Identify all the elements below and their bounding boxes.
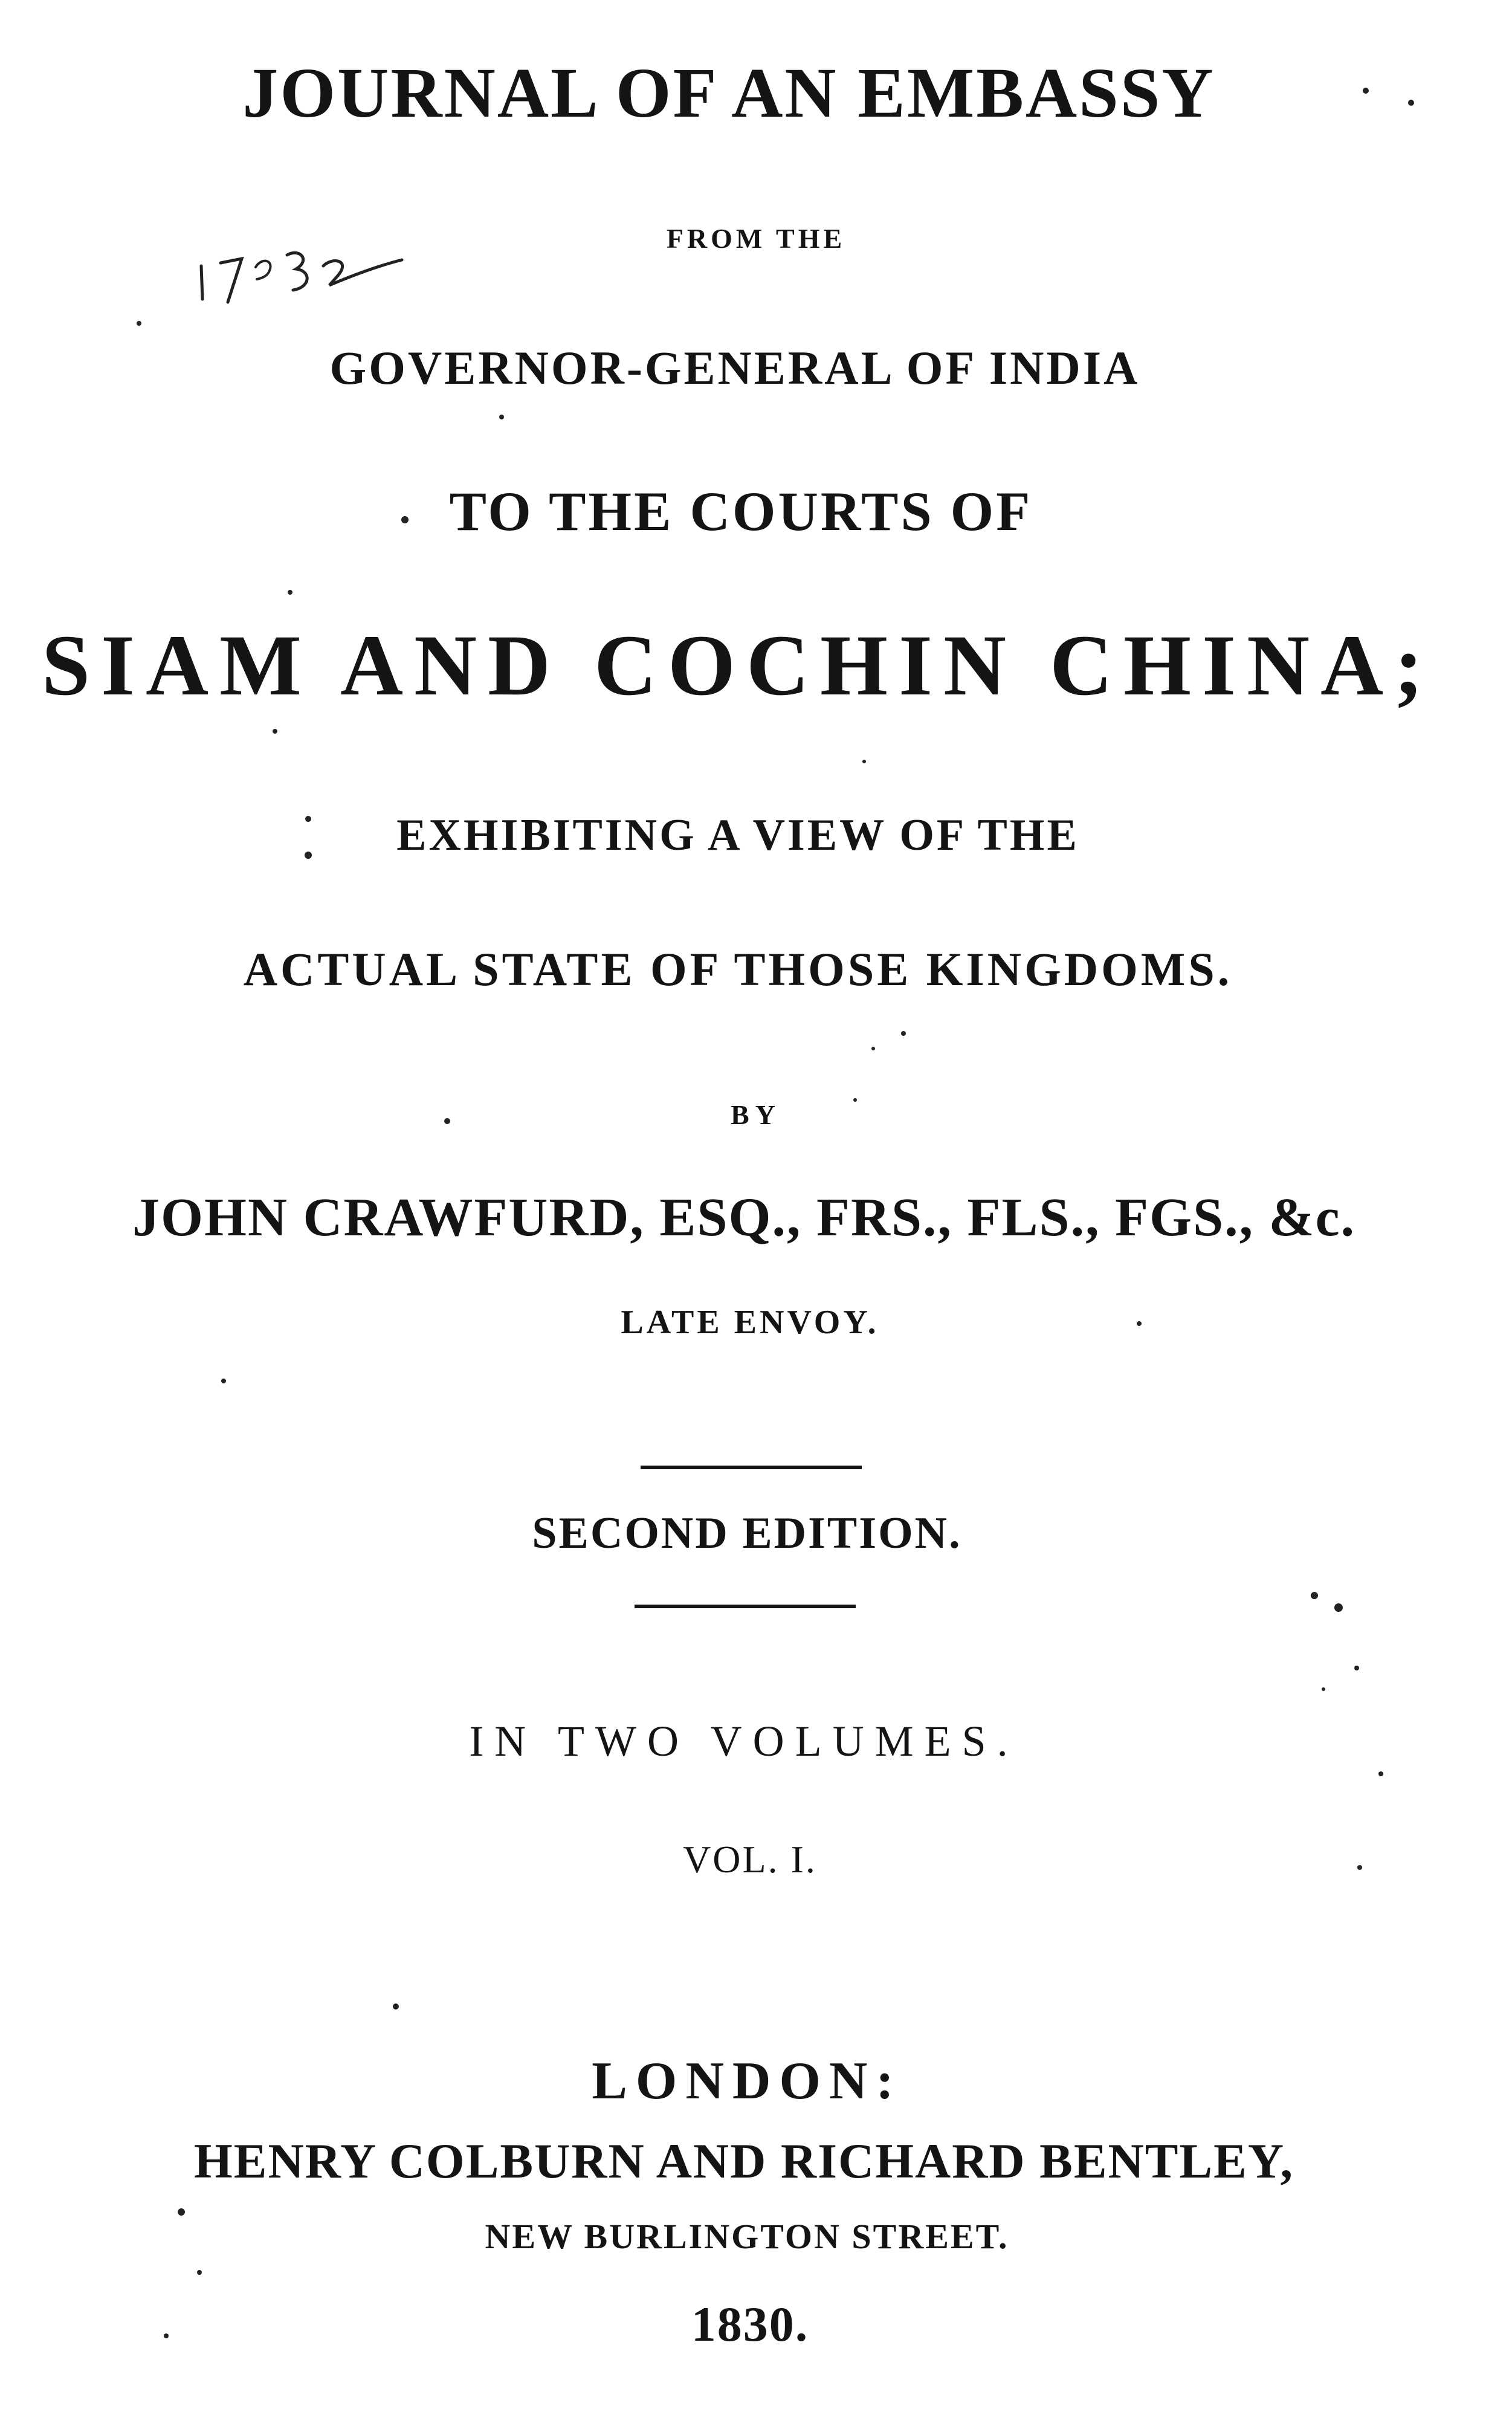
- from-the-line: FROM THE: [666, 223, 846, 254]
- to-the-courts-line: TO THE COURTS OF: [449, 480, 1033, 542]
- author-role: LATE ENVOY.: [621, 1304, 879, 1341]
- author-name: JOHN CRAWFURD, ESQ., FRS., FLS., FGS., &c.: [132, 1188, 1356, 1247]
- by-line: BY: [731, 1099, 781, 1130]
- publication-year: 1830.: [691, 2297, 809, 2352]
- volumes-line: IN TWO VOLUMES.: [469, 1717, 1019, 1765]
- publisher-name: HENRY COLBURN AND RICHARD BENTLEY,: [193, 2133, 1294, 2188]
- kingdoms-heading: SIAM AND COCHIN CHINA;: [41, 618, 1435, 714]
- actual-state-line: ACTUAL STATE OF THOSE KINGDOMS.: [243, 943, 1233, 995]
- governor-general-line: GOVERNOR-GENERAL OF INDIA: [329, 341, 1140, 394]
- exhibiting-line: EXHIBITING A VIEW OF THE: [396, 810, 1079, 860]
- edition-line: SECOND EDITION.: [532, 1508, 962, 1558]
- imprint-city: LONDON:: [592, 2052, 902, 2110]
- volume-number: VOL. I.: [683, 1838, 817, 1881]
- publisher-street: NEW BURLINGTON STREET.: [485, 2217, 1009, 2256]
- book-title: JOURNAL OF AN EMBASSY: [242, 53, 1215, 132]
